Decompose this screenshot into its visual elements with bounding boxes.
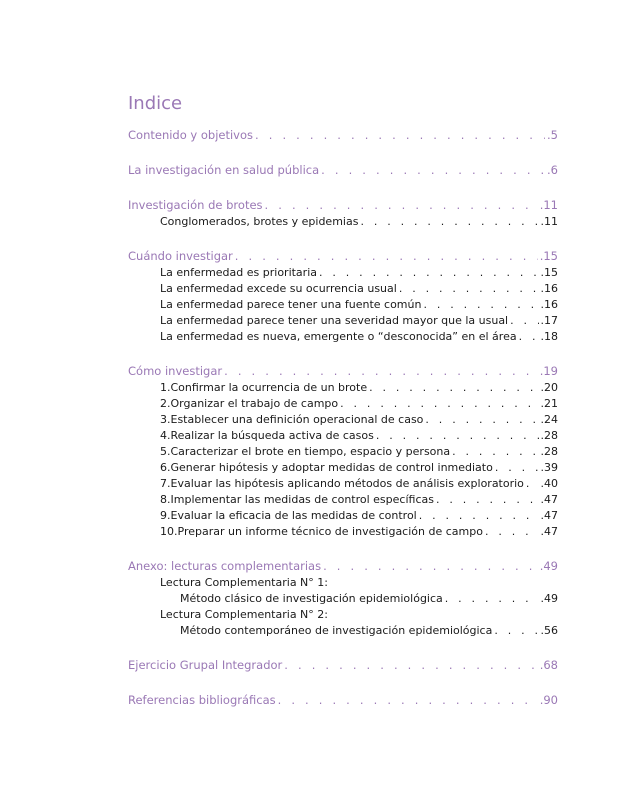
toc-item-text: Realizar la búsqueda activa de casos [170,429,374,442]
toc-page-number: .49 [540,592,558,605]
toc-page-number: .16 [540,282,558,295]
toc-page-number: .5 [547,128,558,142]
reading-label-text: Lectura Complementaria N° 2: [160,608,328,621]
toc-page-number: .47 [540,525,558,538]
toc-item-text: La enfermedad parece tener una fuente común [160,298,422,311]
toc-section-contenido [128,127,558,144]
toc-heading-text: Cuándo investigar [128,249,233,263]
item-number: 10. [160,525,178,538]
toc-item-text: La enfermedad es nueva, emergente o “desconocida” en el área [160,330,517,343]
dot-leader [495,460,539,476]
toc-item[interactable] [128,214,558,230]
toc-numbered-item[interactable] [128,412,558,428]
toc-heading-text: Referencias bibliográficas [128,693,276,707]
page-title: Indice [128,93,183,114]
toc-numbered-item[interactable] [128,444,558,460]
dot-leader [319,265,539,281]
dot-leader [224,363,538,380]
toc-numbered-item[interactable] [128,396,558,412]
dot-leader [436,492,539,508]
dot-leader [369,380,538,396]
toc-numbered-item[interactable] [128,524,558,540]
toc-heading[interactable] [128,162,558,179]
toc-item-text: Conglomerados, brotes y epidemias [160,215,359,228]
toc-page-number: .15 [539,249,558,263]
toc-heading[interactable] [128,692,558,709]
toc-item-text: La enfermedad parece tener una severidad mayor que la usual [160,314,509,327]
table-of-contents [128,127,558,727]
dot-leader [526,476,539,492]
toc-numbered-item[interactable] [128,476,558,492]
toc-section-brotes [128,197,558,230]
dot-leader [445,591,539,607]
toc-section-cuando-investigar [128,248,558,345]
toc-page-number: .47 [540,509,558,522]
toc-section-como-investigar [128,363,558,540]
toc-item-text: Confirmar la ocurrencia de un brote [170,381,368,394]
toc-page-number: .40 [540,477,558,490]
toc-heading[interactable] [128,127,558,144]
toc-heading[interactable] [128,197,558,214]
item-number: 1. [160,381,171,394]
toc-item[interactable] [128,265,558,281]
toc-page-number: .21 [540,397,558,410]
dot-leader [510,313,538,329]
toc-heading-text: Anexo: lecturas complementarias [128,559,322,573]
toc-section-referencias [128,692,558,709]
dot-leader [278,692,538,709]
dot-leader [399,281,539,297]
toc-page-number: .49 [539,559,558,573]
toc-heading-text: Investigación de brotes [128,198,263,212]
toc-heading-text: Ejercicio Grupal Integrador [128,658,283,672]
item-number: 4. [160,429,171,442]
toc-heading-text: Cómo investigar [128,364,223,378]
toc-section-ejercicio [128,657,558,674]
item-number: 6. [160,461,171,474]
toc-section-anexo [128,558,558,639]
toc-item-text: Evaluar las hipótesis aplicando métodos de análisis exploratorio [170,477,524,490]
toc-item[interactable] [128,623,558,639]
item-number: 2. [160,397,171,410]
toc-page-number: .6 [547,163,558,177]
dot-leader [485,524,539,540]
dot-leader [452,444,538,460]
toc-numbered-item[interactable] [128,492,558,508]
dot-leader [360,214,538,230]
toc-page-number: .15 [540,266,558,279]
toc-item[interactable] [128,297,558,313]
reading-label [128,575,558,591]
toc-item[interactable] [128,313,558,329]
dot-leader [376,428,539,444]
toc-numbered-item[interactable] [128,508,558,524]
toc-item-text: Preparar un informe técnico de investigación de campo [177,525,483,538]
toc-item[interactable] [128,281,558,297]
dot-leader [321,162,545,179]
item-number: 3. [160,413,171,426]
dot-leader [323,558,538,575]
toc-item[interactable] [128,329,558,345]
dot-leader [255,127,545,144]
dot-leader [419,508,539,524]
dot-leader [340,396,538,412]
toc-page-number: .24 [540,413,558,426]
toc-item-text: Implementar las medidas de control específicas [170,493,434,506]
item-number: 9. [160,509,171,522]
toc-page-number: .17 [540,314,558,327]
toc-item-text: Evaluar la eficacia de las medidas de control [170,509,417,522]
toc-page-number: .16 [540,298,558,311]
toc-item-text: Generar hipótesis y adoptar medidas de control inmediato [170,461,493,474]
toc-heading[interactable] [128,248,558,265]
toc-heading-text: Contenido y objetivos [128,128,254,142]
toc-page-number: .90 [539,693,558,707]
toc-item-text: Método clásico de investigación epidemiológica [180,592,443,605]
dot-leader [425,412,538,428]
item-number: 5. [160,445,171,458]
toc-numbered-item[interactable] [128,380,558,396]
toc-numbered-item[interactable] [128,460,558,476]
reading-label [128,607,558,623]
toc-item-text: Caracterizar el brote en tiempo, espacio y persona [170,445,451,458]
item-number: 8. [160,493,171,506]
dot-leader [519,329,539,345]
dot-leader [284,657,537,674]
toc-page-number: .11 [540,215,558,228]
toc-page-number: .39 [540,461,558,474]
toc-heading-text: La investigación en salud pública [128,163,320,177]
reading-label-text: Lectura Complementaria N° 1: [160,576,328,589]
toc-heading[interactable] [128,363,558,380]
toc-heading[interactable] [128,558,558,575]
toc-page-number: .56 [540,624,558,637]
toc-item-text: La enfermedad excede su ocurrencia usual [160,282,397,295]
item-number: 7. [160,477,171,490]
toc-page-number: .19 [539,364,558,378]
toc-page-number: .18 [540,330,558,343]
toc-item-text: Organizar el trabajo de campo [170,397,339,410]
toc-page-number: .28 [540,429,558,442]
toc-page-number: .11 [539,198,558,212]
toc-section-salud-publica [128,162,558,179]
toc-item[interactable] [128,591,558,607]
toc-page-number: .20 [540,381,558,394]
toc-item-text: La enfermedad es prioritaria [160,266,317,279]
dot-leader [494,623,538,639]
toc-page-number: .28 [540,445,558,458]
toc-item-text: Método contemporáneo de investigación epidemiológica [180,624,493,637]
toc-item-text: Establecer una definición operacional de caso [170,413,424,426]
toc-page-number: .68 [539,658,558,672]
dot-leader [423,297,538,313]
toc-heading[interactable] [128,657,558,674]
dot-leader [265,197,538,214]
dot-leader [235,248,538,265]
toc-page-number: .47 [540,493,558,506]
toc-numbered-item[interactable] [128,428,558,444]
